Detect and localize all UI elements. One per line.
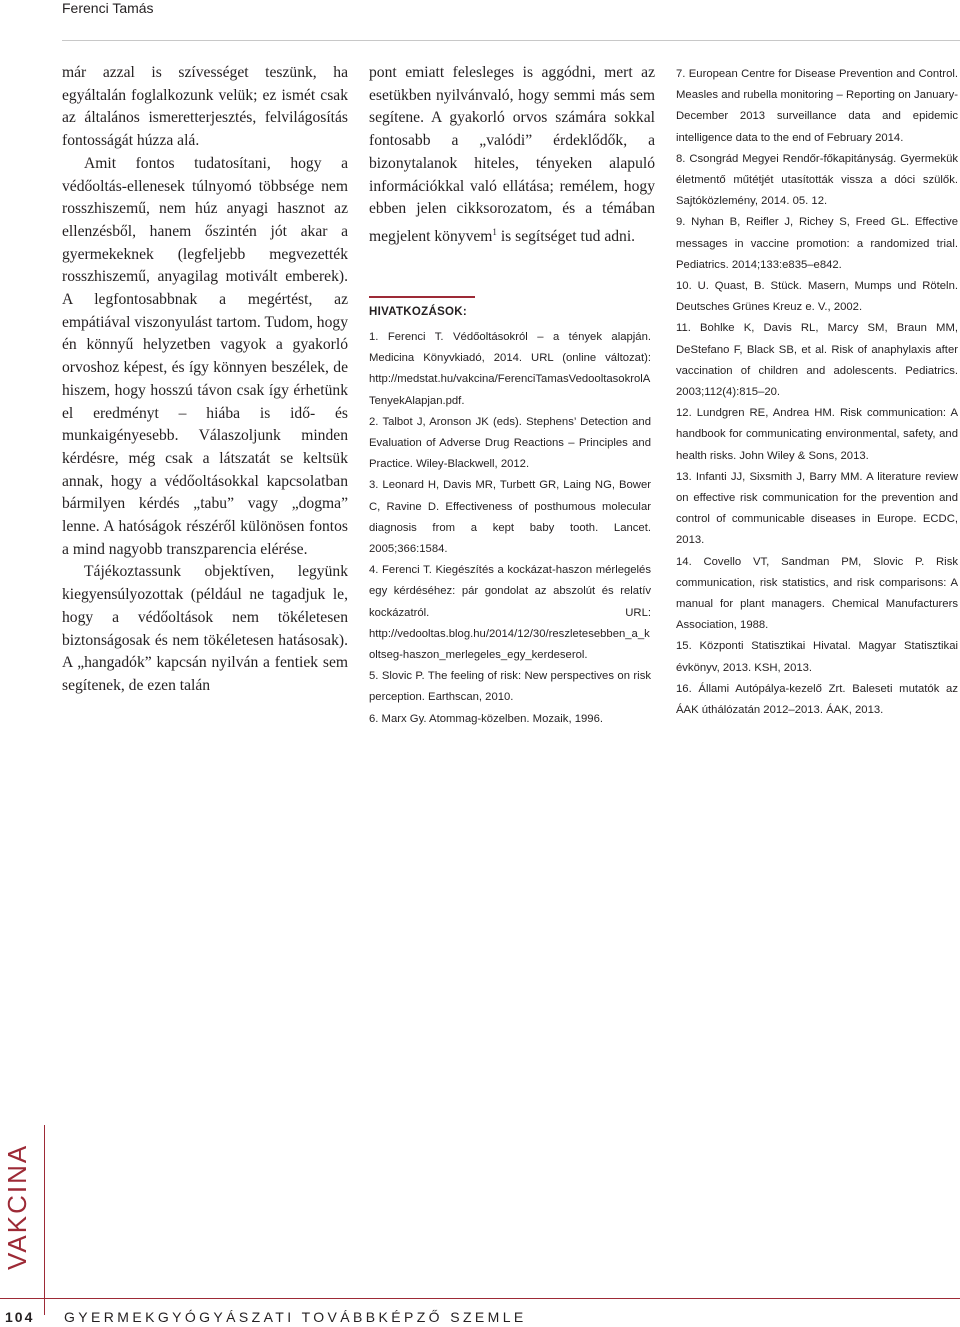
paragraph-text: pont emiatt felesleges is aggódni, mert az esetükben nyilvánvaló, hogy semmi más sem segítene. A gyakorló orvos számára sokkal fontosabb a „valódi” érdeklődők, a bizonytalanok hiteles, tényeken alapuló információkkal való ellátása; remélem, hogy ebben jelen cikksorozatom, és a témában megjelent könyvem [369,64,655,246]
journal-title: GYERMEKGYÓGYÁSZATI TOVÁBBKÉPZŐ SZEMLE [64,1309,527,1325]
running-head-author: Ferenci Tamás [62,0,154,16]
section-tab-label: VAKCINA [2,1143,32,1270]
reference-item: 5. Slovic P. The feeling of risk: New perspectives on risk perception. Earthscan, 2010. [369,670,651,704]
reference-item: 1. Ferenci T. Védőoltásokról – a tények alapján. Medicina Könyvkiadó, 2014. URL (online változat): http://medstat.hu/vakcina/FerenciTamasVedooltasokrolATenyekAlapjan.pdf. [369,331,651,407]
paragraph-text-end: is segítséget tud adni. [496,228,636,246]
paragraph [369,62,655,249]
reference-item: 9. Nyhan B, Reifler J, Richey S, Freed GL. Effective messages in vaccine promotion: a randomized trial. Pediatrics. 2014;133:e835–e842. [676,216,958,271]
references-list-a [369,327,651,730]
reference-item: 2. Talbot J, Aronson JK (eds). Stephens’ Detection and Evaluation of Adverse Drug Reactions – Principles and Practice. Wiley-Blackwell, 2012. [369,415,651,471]
reference-item: 8. Csongrád Megyei Rendőr-főkapitányság. Gyermekük életmentő műtétjét utasították vissza a dóci szülők. Sajtóközlemény, 2014. 05. 12. [676,152,958,208]
references-rule [369,296,475,298]
reference-item: 13. Infanti JJ, Sixsmith J, Barry MM. A literature review on effective risk communication for the prevention and control of communicable diseases in Europe. ECDC, 2013. [676,470,958,547]
reference-item: 10. U. Quast, B. Stück. Masern, Mumps und Röteln. Deutsches Grünes Kreuz e. V., 2002. [676,280,958,314]
reference-item: 7. European Centre for Disease Prevention and Control. Measles and rubella monitoring – Reporting on January-December 2013 surveillance data and epidemic intelligence data to the end of February 2014. [676,68,958,144]
reference-item: 15. Központi Statisztikai Hivatal. Magyar Statisztikai évkönyv, 2013. KSH, 2013. [676,640,958,674]
references-heading: HIVATKOZÁSOK: [369,306,468,318]
header-divider [62,40,960,41]
body-column-middle [369,62,655,249]
paragraph: Tájékoztassunk objektíven, legyünk kiegyensúlyozottak (például ne tagadjuk le, hogy a védőoltások nem tökéletesen biztonságosak és nem tökéletesen hatásosak). A „hangadók” kapcsán nyilván a fentiek sem segítenek, de ezen talán [62,563,348,694]
reference-item: 4. Ferenci T. Kiegészítés a kockázat-haszon mérlegelés egy kérdéséhez: pár gondolat az abszolút és relatív kockázatról. URL: http://vedooltas.blog.hu/2014/12/30/reszletesebben_a_koltseg-haszon_merlegeles_egy_kerdeserol. [369,564,651,662]
footnote-marker: 1 [492,226,497,237]
paragraph: Amit fontos tudatosítani, hogy a védőoltás-ellenesek túlnyomó többsége nem rosszhiszemű, nem húz anyagi hasznot az ellenzésből, hanem őszintén jót akar a gyermekeknek (legfeljebb megvezették rosszhiszemű, anyagilag motivált emberek). A legfontosabbnak a megértést, az empátiával viszonyulást tartom. Tudom, hogy én könnyű helyzetben vagyok a gyakorló orvoshoz képest, és így könnyen beszélek, de hiszem, hogy hosszú távon csak így érhetünk el eredményt – hiába is idő- és munkaigényesebb. Válaszoljunk minden kérdésre, még csak a látszatát se keltsük annak, hogy a védőoltásokkal kapcsolatban bármilyen kérdés „tabu” vagy „dogma” lenne. A hatóságok részéről különösen fontos a mind nagyobb transzparencia elérése. [62,154,348,558]
reference-item: 3. Leonard H, Davis MR, Turbett GR, Laing NG, Bower C, Ravine D. Effectiveness of posthumous molecular diagnosis from a kept baby tooth. Lancet. 2005;366:1584. [369,479,651,556]
page-number: 104 [5,1309,35,1325]
body-column-left [62,62,348,698]
reference-item: 11. Bohlke K, Davis RL, Marcy SM, Braun MM, DeStefano F, Black SB, et al. Risk of anaphylaxis after vaccination of children and adolescents. Pediatrics. 2003;112(4):815–20. [676,322,958,399]
reference-item: 12. Lundgren RE, Andrea HM. Risk communication: A handbook for communicating environmental, safety, and health risks. John Wiley & Sons, 2013. [676,407,958,462]
reference-item: 6. Marx Gy. Atommag-közelben. Mozaik, 1996. [369,712,603,725]
reference-item: 14. Covello VT, Sandman PM, Slovic P. Risk communication, risk statistics, and risk comparisons: A manual for plant managers. Chemical Manufacturers Association, 1988. [676,555,958,632]
references-list-b [676,64,958,721]
section-tab-line [44,1125,45,1315]
footer-divider [0,1298,960,1299]
paragraph: már azzal is szívességet teszünk, ha egyáltalán foglalkozunk velük; ez ismét csak az általános ismeretterjesztés, felvilágosítás fontosságát húzza alá. [62,64,348,150]
reference-item: 16. Állami Autópálya-kezelő Zrt. Baleseti mutatók az ÁAK úthálózatán 2012–2013. ÁAK, 2013. [676,682,958,717]
